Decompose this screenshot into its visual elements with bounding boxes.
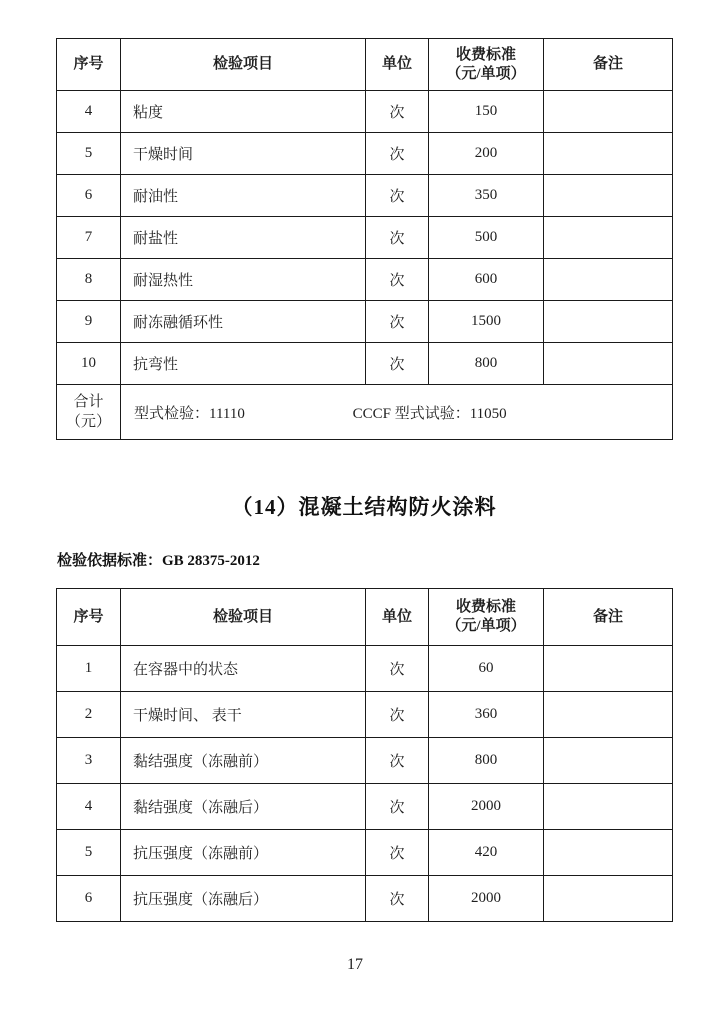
standard-note: 检验依据标准：GB 28375-2012 (57, 553, 260, 569)
remark-cell (544, 784, 673, 830)
item-cell: 粘度 (121, 91, 366, 133)
unit-cell: 次 (366, 692, 429, 738)
item-cell: 耐油性 (121, 175, 366, 217)
seq-cell: 1 (57, 646, 121, 692)
unit-cell: 次 (366, 91, 429, 133)
remark-cell (544, 259, 673, 301)
seq-cell: 4 (57, 784, 121, 830)
seq-cell: 2 (57, 692, 121, 738)
table1-header-row (57, 39, 673, 91)
seq-cell: 9 (57, 301, 121, 343)
fee-cell: 2000 (429, 784, 544, 830)
seq-cell: 3 (57, 738, 121, 784)
unit-cell: 次 (366, 343, 429, 385)
item-cell: 在容器中的状态 (121, 646, 366, 692)
col-header-seq: 序号 (57, 39, 121, 91)
remark-cell (544, 301, 673, 343)
remark-cell (544, 175, 673, 217)
table-row (57, 692, 673, 738)
total-type-inspection: 型式检验：11110 (134, 405, 245, 422)
table-row (57, 133, 673, 175)
col-header-item: 检验项目 (121, 589, 366, 646)
item-cell: 耐湿热性 (121, 259, 366, 301)
total-label-line1: 合计 (73, 393, 104, 410)
fee-cell: 60 (429, 646, 544, 692)
page-number: 17 (347, 956, 363, 973)
total-cccf-inspection: CCCF 型式试验：11050 (352, 405, 507, 422)
table-row (57, 830, 673, 876)
item-cell: 黏结强度（冻融前） (121, 738, 366, 784)
item-cell: 抗弯性 (121, 343, 366, 385)
fee-table-2 (56, 588, 673, 922)
remark-cell (544, 876, 673, 922)
col-header-fee-line1: 收费标准 (455, 46, 516, 63)
remark-cell (544, 217, 673, 259)
unit-cell: 次 (366, 217, 429, 259)
remark-cell (544, 91, 673, 133)
unit-cell: 次 (366, 175, 429, 217)
item-cell: 干燥时间、 表干 (121, 692, 366, 738)
table-row (57, 876, 673, 922)
remark-cell (544, 646, 673, 692)
fee-cell: 150 (429, 91, 544, 133)
fee-cell: 800 (429, 738, 544, 784)
seq-cell: 6 (57, 876, 121, 922)
fee-cell: 500 (429, 217, 544, 259)
fee-cell: 2000 (429, 876, 544, 922)
seq-cell: 5 (57, 830, 121, 876)
item-cell: 耐冻融循环性 (121, 301, 366, 343)
fee-cell: 600 (429, 259, 544, 301)
remark-cell (544, 133, 673, 175)
table-row (57, 301, 673, 343)
seq-cell: 10 (57, 343, 121, 385)
unit-cell: 次 (366, 738, 429, 784)
fee-cell: 420 (429, 830, 544, 876)
col-header-fee-line2: （元/单项） (446, 618, 526, 634)
seq-cell: 5 (57, 133, 121, 175)
table2-header-row (57, 589, 673, 646)
total-content-cell (121, 385, 673, 440)
unit-cell: 次 (366, 259, 429, 301)
col-header-unit: 单位 (366, 589, 429, 646)
table-row (57, 343, 673, 385)
seq-cell: 4 (57, 91, 121, 133)
item-cell: 抗压强度（冻融后） (121, 876, 366, 922)
total-label-line2: （元） (65, 414, 111, 430)
fee-cell: 350 (429, 175, 544, 217)
item-cell: 抗压强度（冻融前） (121, 830, 366, 876)
seq-cell: 8 (57, 259, 121, 301)
total-row (57, 385, 673, 440)
col-header-fee-line1: 收费标准 (455, 599, 516, 616)
table-row (57, 259, 673, 301)
seq-cell: 7 (57, 217, 121, 259)
unit-cell: 次 (366, 784, 429, 830)
item-cell: 干燥时间 (121, 133, 366, 175)
remark-cell (544, 343, 673, 385)
unit-cell: 次 (366, 301, 429, 343)
unit-cell: 次 (366, 646, 429, 692)
remark-cell (544, 830, 673, 876)
item-cell: 黏结强度（冻融后） (121, 784, 366, 830)
fee-table-1 (56, 38, 673, 440)
col-header-seq: 序号 (57, 589, 121, 646)
seq-cell: 6 (57, 175, 121, 217)
unit-cell: 次 (366, 876, 429, 922)
col-header-fee (429, 39, 544, 91)
fee-cell: 200 (429, 133, 544, 175)
total-label-cell (57, 385, 121, 440)
col-header-fee-line2: （元/单项） (446, 65, 526, 82)
section-title: （14）混凝土结构防火涂料 (231, 495, 497, 519)
col-header-remark: 备注 (544, 589, 673, 646)
fee-cell: 800 (429, 343, 544, 385)
fee-cell: 360 (429, 692, 544, 738)
table-row (57, 784, 673, 830)
col-header-fee (429, 589, 544, 646)
table-row (57, 91, 673, 133)
table-row (57, 217, 673, 259)
table-row (57, 738, 673, 784)
remark-cell (544, 738, 673, 784)
remark-cell (544, 692, 673, 738)
col-header-item: 检验项目 (121, 39, 366, 91)
table-row (57, 646, 673, 692)
unit-cell: 次 (366, 133, 429, 175)
unit-cell: 次 (366, 830, 429, 876)
col-header-remark: 备注 (544, 39, 673, 91)
table-row (57, 175, 673, 217)
col-header-unit: 单位 (366, 39, 429, 91)
item-cell: 耐盐性 (121, 217, 366, 259)
fee-cell: 1500 (429, 301, 544, 343)
